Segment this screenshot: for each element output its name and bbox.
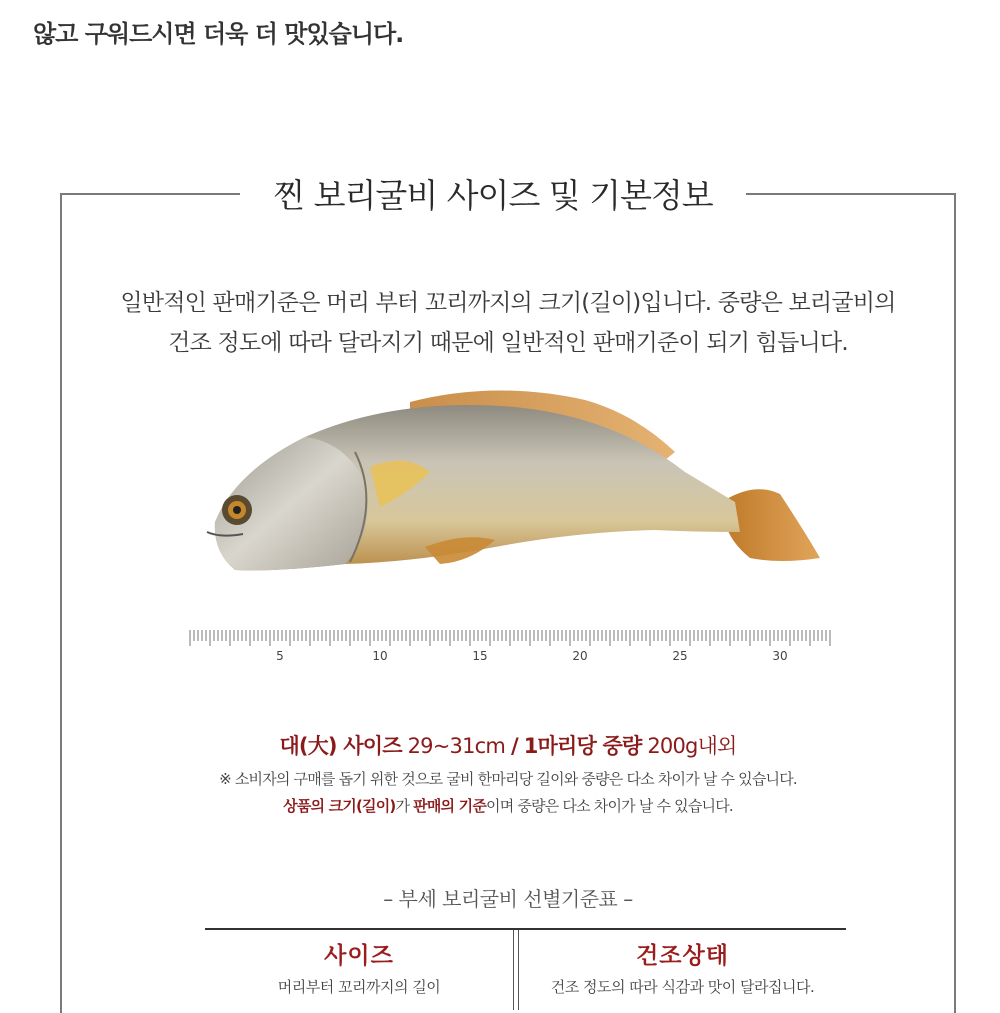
table-caption: – 부세 보리굴비 선별기준표 – (383, 887, 633, 911)
section-title: 찐 보리굴비 사이즈 및 기본정보 (240, 172, 746, 220)
size-separator: / (510, 734, 518, 758)
column-divider (513, 930, 514, 1010)
col-sub-dryness: 건조 정도의 따라 식감과 맛이 달라집니다. (550, 978, 815, 996)
ruler-label: 5 (276, 649, 284, 663)
note-line-1: ※ 소비자의 구매를 돕기 위한 것으로 굴비 한마리당 길이와 중량은 다소 차이가 날 수 있습니다. (219, 770, 797, 788)
ruler-labels (276, 649, 787, 663)
size-value: 29~31cm (407, 734, 506, 758)
note-highlight-size: 상품의 크기(길이) (283, 797, 396, 815)
ruler-label: 25 (672, 649, 688, 663)
col-sub-size: 머리부터 꼬리까지의 길이 (277, 978, 441, 996)
ruler-label: 20 (572, 649, 588, 663)
note-text-a: 가 (395, 797, 414, 815)
col-header-dryness: 건조상태 (636, 943, 729, 969)
tail-fin (725, 489, 820, 561)
ruler-ticks (190, 630, 830, 646)
note-line-2 (80, 795, 936, 816)
note-text-b: 이며 중량은 다소 차이가 날 수 있습니다. (486, 797, 733, 815)
intro-text-top: 않고 구워드시면 더욱 더 맛있습니다. (33, 20, 404, 48)
size-label: 대(大) 사이즈 (279, 734, 402, 758)
ruler-label: 30 (772, 649, 788, 663)
ruler (180, 622, 840, 672)
note-highlight-standard: 판매의 기준 (413, 797, 487, 815)
intro-line-1: 일반적인 판매기준은 머리 부터 꼬리까지의 크기(길이)입니다. 중량은 보리굴비의 (120, 290, 896, 316)
table-top-border (205, 928, 846, 930)
weight-label: 1마리당 중량 (523, 734, 642, 758)
ruler-label: 15 (472, 649, 488, 663)
size-info (80, 730, 936, 760)
intro-line-2: 건조 정도에 따라 달라지기 때문에 일반적인 판매기준이 되기 힘듭니다. (168, 330, 848, 356)
weight-value: 200g내외 (647, 734, 737, 758)
col-header-size: 사이즈 (324, 943, 394, 969)
fish-image (195, 382, 825, 592)
ruler-label: 10 (372, 649, 388, 663)
